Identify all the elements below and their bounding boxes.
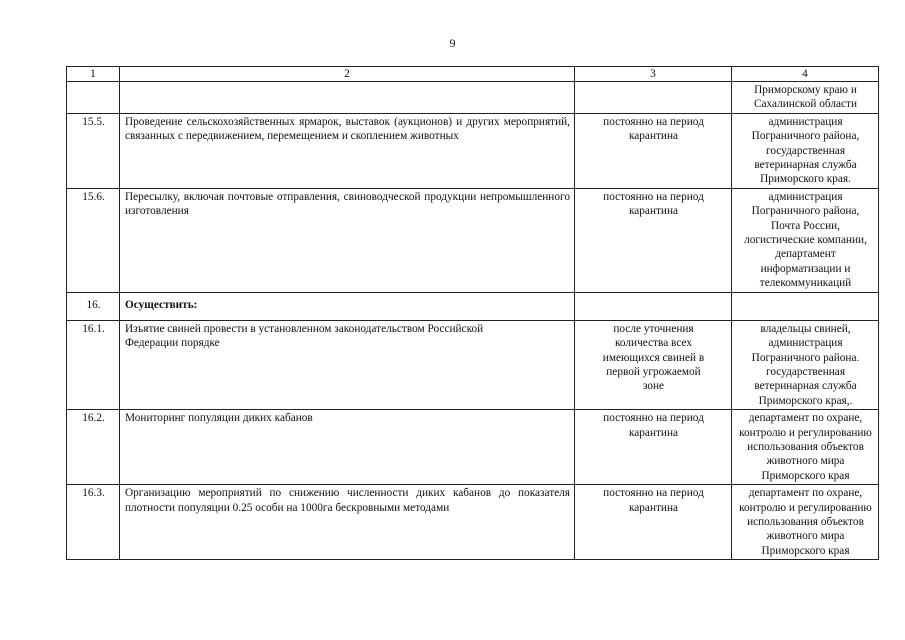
table-row (67, 292, 879, 320)
row-text (120, 82, 575, 114)
row-executor: администрация Пограничного района, государственная ветеринарная служба Приморского края. (732, 113, 879, 188)
table-row (67, 82, 879, 114)
row-number: 16.2. (67, 410, 120, 485)
table-row (67, 188, 879, 292)
row-term: постоянно на период карантина (575, 485, 732, 560)
row-number: 16.3. (67, 485, 120, 560)
row-text: Изъятие свиней провести в установленном законодательством Российской Федерации порядке (120, 320, 575, 409)
table-row (67, 410, 879, 485)
row-term: постоянно на период карантина (575, 188, 732, 292)
row-term: постоянно на период карантина (575, 113, 732, 188)
row-text: Пересылку, включая почтовые отправления, свиноводческой продукции непромышленного изготовления (120, 188, 575, 292)
row-number: 16. (67, 292, 120, 320)
header-col-3: 3 (575, 67, 732, 82)
row-term (575, 82, 732, 114)
row-executor: департамент по охране, контролю и регулированию использования объектов животного мира Приморского края (732, 485, 879, 560)
row-number: 16.1. (67, 320, 120, 409)
row-term (575, 292, 732, 320)
measures-table (66, 66, 879, 560)
row-term: после уточнения количества всех имеющихся свиней в первой угрожаемой зоне (575, 320, 732, 409)
table-row (67, 485, 879, 560)
table-header-row (67, 67, 879, 82)
row-text: Проведение сельскохозяйственных ярмарок, выставок (аукционов) и других мероприятий, связанных с передвижением, перемещением и скоплением животных (120, 113, 575, 188)
header-col-4: 4 (732, 67, 879, 82)
row-executor: департамент по охране, контролю и регулированию использования объектов животного мира Приморского края (732, 410, 879, 485)
row-executor: администрация Пограничного района, Почта России, логистические компании, департамент информатизации и телекоммуникаций (732, 188, 879, 292)
page-number: 9 (449, 36, 456, 50)
table-row (67, 320, 879, 409)
table-row (67, 113, 879, 188)
header-col-1: 1 (67, 67, 120, 82)
row-number (67, 82, 120, 114)
row-text-heading: Осуществить: (120, 292, 575, 320)
row-number: 15.5. (67, 113, 120, 188)
row-number: 15.6. (67, 188, 120, 292)
row-text: Мониторинг популяции диких кабанов (120, 410, 575, 485)
row-executor (732, 292, 879, 320)
row-text: Организацию мероприятий по снижению численности диких кабанов до показателя плотности популяции 0.25 особи на 1000га бескровными методами (120, 485, 575, 560)
row-term: постоянно на период карантина (575, 410, 732, 485)
row-executor: владельцы свиней, администрация Пограничного района. государственная ветеринарная служба Приморского края,. (732, 320, 879, 409)
row-executor: Приморскому краю и Сахалинской области (732, 82, 879, 114)
header-col-2: 2 (120, 67, 575, 82)
